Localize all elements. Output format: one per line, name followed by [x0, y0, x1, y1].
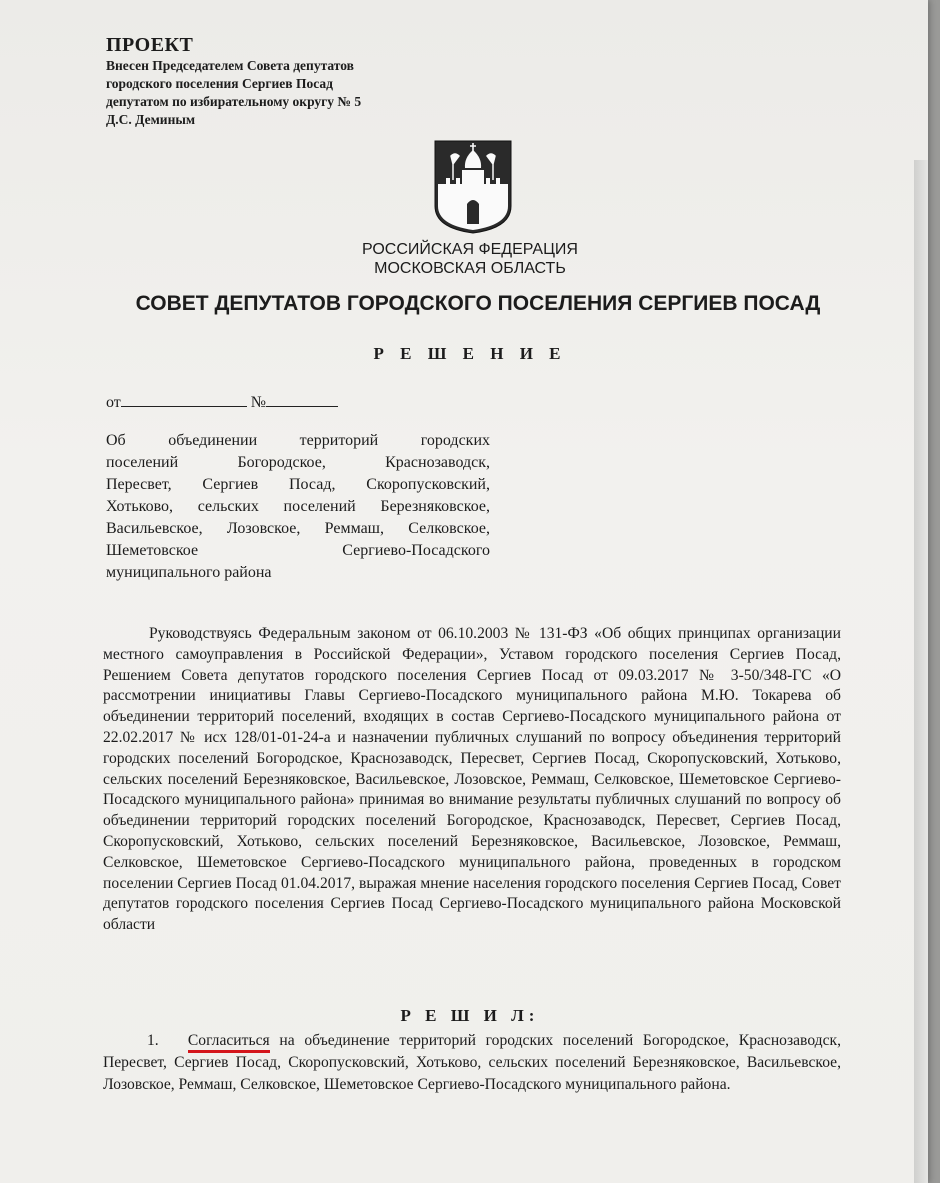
project-label: ПРОЕКТ: [106, 34, 194, 56]
subject-line: Васильевское, Лозовское, Реммаш, Селковское,: [106, 520, 490, 537]
submitted-line: Внесен Председателем Совета депутатов: [106, 58, 354, 73]
region-name: МОСКОВСКАЯ ОБЛАСТЬ: [374, 260, 566, 277]
subject-line: муниципального района: [106, 564, 272, 581]
next-page-edge: [914, 160, 928, 1183]
subject-line: Шеметовское Сергиево-Посадского: [106, 542, 490, 559]
subject-line: Об объединении территорий городских: [106, 432, 490, 449]
date-label: от: [106, 394, 121, 411]
coat-of-arms-icon: [434, 140, 512, 234]
country-name: РОССИЙСКАЯ ФЕДЕРАЦИЯ: [362, 241, 578, 258]
item-text: на объединение территорий городских поселений Богородское, Краснозаводск, Пересвет, Сергиев Посад, Скоропусковский, Хотьково, сельских поселений Березняковское, Васильевское, Лозовское, Реммаш, Селковское, Шеметовское Сергиево-Посадского муниципального района.: [103, 1032, 841, 1093]
decision-item: [103, 1030, 841, 1096]
subject-line: поселений Богородское, Краснозаводск,: [106, 454, 490, 471]
council-title: СОВЕТ ДЕПУТАТОВ ГОРОДСКОГО ПОСЕЛЕНИЯ СЕРГИЕВ ПОСАД: [135, 292, 821, 315]
decision-subject: [106, 430, 490, 584]
decided-title: Р Е Ш И Л:: [400, 1006, 540, 1025]
number-blank: [266, 390, 338, 407]
submitted-line: депутатом по избирательному округу № 5: [106, 94, 362, 109]
decision-title: Р Е Ш Е Н И Е: [373, 344, 567, 363]
item-number: 1.: [147, 1032, 159, 1049]
preamble-paragraph: [103, 624, 841, 936]
preamble-text: Руководствуясь Федеральным законом от 06.10.2003 № 131-ФЗ «Об общих принципах организации местного самоуправления в Российской Федерации», Уставом городского поселения Сергиев Посад, Решением Совета депутатов городского поселения Сергиев Посад от 09.03.2017 № 3-50/348-ГС «О рассмотрении инициативы Главы Сергиево-Посадского муниципального района М.Ю. Токарева об объединении территорий поселений, входящих в состав Сергиево-Посадского муниципального района от 22.02.2017 № исх 128/01-01-24-а и назначении публичных слушаний по вопросу объединения территорий городских поселений Богородское, Краснозаводск, Пересвет, Сергиев Посад, Скоропусковский, Хотьково, сельских поселений Березняковское, Васильевское, Лозовское, Реммаш, Селковское, Шеметовское Сергиево-Посадского муниципального района» принимая во внимание результаты публичных слушаний по вопросу об объединении территорий городских поселений Богородское, Краснозаводск, Пересвет, Сергиев Посад, Скоропусковский, Хотьково, сельских поселений Березняковское, Васильевское, Лозовское, Реммаш, Селковское, Шеметовское Сергиево-Посадского муниципального района, проведенных в городском поселении Сергиев Посад 01.04.2017, выражая мнение населения городского поселения Сергиев Посад, Совет депутатов городского поселения Сергиев Посад Сергиево-Посадского муниципального района Московской области: [103, 625, 841, 934]
subject-line: Хотьково, сельских поселений Березняковское,: [106, 498, 490, 515]
submitted-line: Д.С. Деминым: [106, 112, 196, 127]
subject-line: Пересвет, Сергиев Посад, Скоропусковский,: [106, 476, 490, 493]
submitted-line: городского поселения Сергиев Посад: [106, 76, 333, 91]
date-number-row: [106, 390, 338, 412]
highlighted-word: Согласиться: [188, 1032, 270, 1053]
date-blank: [121, 390, 247, 407]
number-label: №: [250, 394, 267, 411]
